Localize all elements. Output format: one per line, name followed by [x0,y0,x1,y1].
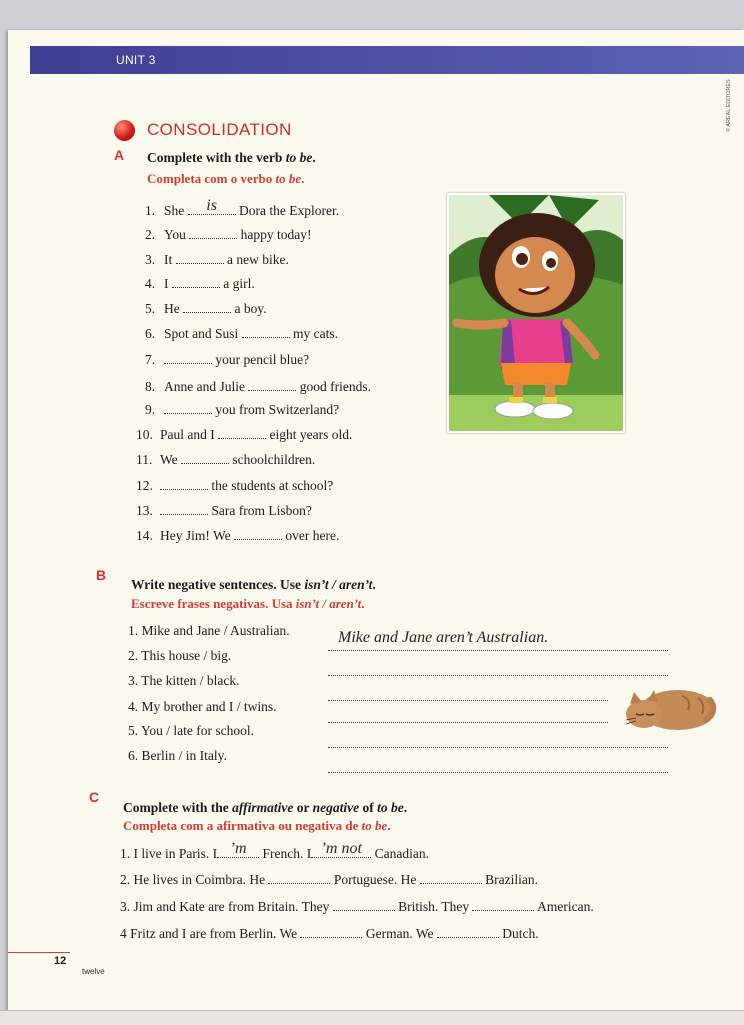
section-b-letter: B [96,567,107,583]
unit-banner [30,46,744,74]
item-number: 3. [145,252,156,267]
answer-blank[interactable] [234,528,282,540]
item-text: my cats. [289,326,339,341]
item-text: She [164,203,188,218]
item-text: American. [534,899,594,914]
item-number: 11. [136,452,153,467]
item-number: 2. [145,227,156,242]
item-text: Anne and Julie [164,379,249,394]
item-number: 6. [145,326,156,341]
item-text: Dora the Explorer. [235,203,340,218]
item-text: You [164,227,190,242]
section-c-letter: C [89,789,100,805]
writing-line[interactable] [328,700,608,701]
section-a-instruction: Complete with the verb to be. [147,150,316,165]
exercise-a-item [136,427,352,443]
item-number: 8. [145,379,156,394]
item-number: 10. [136,427,153,442]
item-text: eight years old. [266,427,353,442]
sleeping-cat-icon [622,680,718,732]
item-number: 9. [145,402,156,417]
answer-blank[interactable] [164,402,212,414]
answer-blank[interactable] [420,872,482,884]
item-number: 12. [136,478,153,493]
item-text: Portuguese. He [330,872,420,887]
item-number: 1. [145,203,156,218]
handwritten-answer: ’m not [320,840,362,857]
item-text: 2. He lives in Coimbra. He [120,872,269,887]
item-number: 4. [145,276,156,291]
section-a-instruction-pt: Completa com o verbo to be. [147,171,305,186]
exercise-a-item [136,503,312,519]
item-number: 13. [136,503,153,518]
answer-blank[interactable] [172,276,220,288]
exercise-a-item [136,478,333,494]
item-text: We [160,452,182,467]
dora-illustration [447,193,625,433]
exercise-c-item [120,926,539,942]
item-text: a girl. [219,276,255,291]
section-c-instruction: Complete with the affirmative or negative of to be. [123,800,408,815]
exercise-a-item [145,402,339,418]
copyright-note: © AREAL EDITORES [726,79,732,132]
item-text: you from Switzerland? [212,402,340,417]
item-text: It [164,252,176,267]
exercise-c-item [120,840,429,862]
item-text: I [164,276,172,291]
footer-rule [8,952,70,953]
item-text: your pencil blue? [212,352,310,367]
exercise-a-item [145,379,371,395]
answer-blank[interactable] [333,899,395,911]
section-heading [114,119,292,141]
answer-blank[interactable] [268,872,330,884]
answer-blank[interactable] [437,926,499,938]
writing-line[interactable] [328,722,608,723]
item-number: 7. [145,352,156,367]
handwritten-answer: ’m [229,840,247,857]
item-number: 5. [145,301,156,316]
item-text: Canadian. [371,846,429,861]
writing-line[interactable] [328,747,668,748]
answer-blank[interactable] [164,352,212,364]
answer-blank[interactable] [242,326,290,338]
item-text: schoolchildren. [229,452,316,467]
exercise-b-item: 4. My brother and I / twins. [128,699,277,714]
exercise-a-item [136,528,339,544]
item-text: the students at school? [208,478,334,493]
page-number: 12 [54,955,67,967]
section-c-instruction-pt: Completa com a afirmativa ou negativa de to be. [123,818,391,833]
answer-blank[interactable] [311,840,371,858]
handwritten-answer: Mike and Jane aren’t Australian. [338,629,549,646]
item-text: French. I [259,846,312,861]
answer-blank[interactable] [472,899,534,911]
heading-text: CONSOLIDATION [147,120,292,139]
exercise-a-item [145,326,338,342]
section-b-instruction: Write negative sentences. Use isn’t / aren’t. [131,577,376,592]
page-number-word: twelve [82,967,105,976]
answer-blank[interactable] [183,301,231,313]
textbook-page [8,30,744,1012]
item-text: Hey Jim! We [160,528,235,543]
exercise-a-item [145,301,267,317]
item-number: 14. [136,528,153,543]
answer-blank[interactable] [160,478,208,490]
answer-blank[interactable] [188,197,236,215]
exercise-b-item: 6. Berlin / in Italy. [128,748,227,763]
item-text: He [164,301,184,316]
exercise-b-item: 3. The kitten / black. [128,673,240,688]
exercise-a-item [145,276,255,292]
exercise-b-item: 1. Mike and Jane / Australian. [128,623,290,638]
item-text: a new bike. [223,252,289,267]
item-text: British. They [394,899,473,914]
answer-blank[interactable] [248,379,296,391]
item-text: happy today! [237,227,312,242]
writing-line[interactable] [328,650,668,651]
answer-blank[interactable] [181,452,229,464]
item-text: 4 Fritz and I are from Berlin. We [120,926,301,941]
item-text: a boy. [231,301,267,316]
section-a-letter: A [114,147,125,163]
answer-blank[interactable] [176,252,224,264]
item-text: Paul and I [160,427,219,442]
exercise-a-item [145,227,312,243]
handwritten-answer: is [206,197,217,214]
page-edge [0,1010,744,1025]
exercise-a-item [145,197,340,219]
exercise-b-item: 2. This house / big. [128,648,232,663]
section-b-instruction-pt: Escreve frases negativas. Usa isn’t / aren’t. [131,596,365,611]
answer-blank[interactable] [300,926,362,938]
item-text: 1. I live in Paris. I [120,846,218,861]
item-text: over here. [282,528,340,543]
item-text: Sara from Lisbon? [208,503,312,518]
item-text: Brazilian. [481,872,538,887]
writing-line[interactable] [328,772,668,773]
exercise-a-item [136,452,315,468]
item-text: 3. Jim and Kate are from Britain. They [120,899,333,914]
exercise-b-item: 5. You / late for school. [128,723,254,738]
item-text: good friends. [296,379,371,394]
answer-blank[interactable] [160,503,208,515]
exercise-c-item [120,872,538,888]
unit-label: UNIT 3 [116,53,156,67]
answer-blank[interactable] [217,840,259,858]
exercise-c-item [120,899,594,915]
answer-blank[interactable] [189,227,237,239]
writing-line[interactable] [328,675,668,676]
exercise-a-item [145,252,289,268]
exercise-a-item [145,352,309,368]
answer-blank[interactable] [218,427,266,439]
item-text: Dutch. [498,926,539,941]
red-ball-icon [114,120,135,141]
item-text: Spot and Susi [164,326,242,341]
item-text: German. We [362,926,437,941]
